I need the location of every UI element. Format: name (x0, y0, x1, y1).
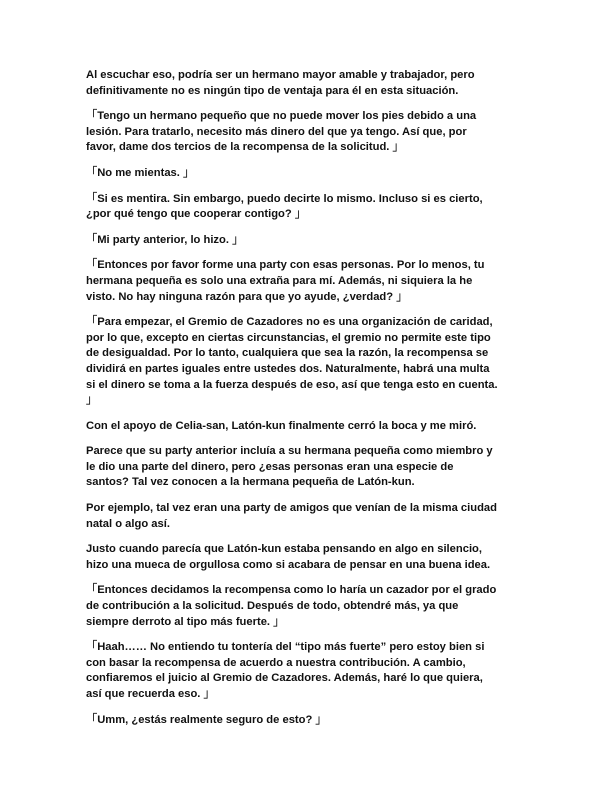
paragraph-6: 「Entonces por favor forme una party con esas personas. Por lo menos, tu hermana pequeña es solo una extraña para mí. Además, ni siquiera la he visto. No hay ninguna razón para que yo ayude, ¿verdad? 」 (86, 259, 485, 303)
paragraph-3: 「No me mientas. 」 (86, 166, 195, 179)
document-page (86, 68, 526, 738)
paragraph-7: 「Para empezar, el Gremio de Cazadores no es una organización de caridad, por lo que, excepto en ciertas circunstancias, el gremio no permite este tipo de desigualdad. Por lo tanto, cualquiera que sea la razón, la recompensa se dividirá en partes iguales entre ustedes dos. Naturalmente, habrá una multa si el dinero se toma a la fuerza después de eso, así que tenga esto en cuenta. 」 (86, 316, 498, 407)
paragraph-4: 「Si es mentira. Sin embargo, puedo decirte lo mismo. Incluso si es cierto, ¿por qué tengo que cooperar contigo? 」 (86, 192, 483, 221)
paragraph-11: Justo cuando parecía que Latón-kun estaba pensando en algo en silencio, hizo una mueca de orgullosa como si acabara de pensar en una buena idea. (86, 543, 491, 571)
paragraph-9: Parece que su party anterior incluía a su hermana pequeña como miembro y le dio una parte del dinero, pero ¿esas personas eran una especie de santos? Tal vez conocen a la hermana pequeña de Latón-kun. (86, 445, 493, 489)
paragraph-14: 「Umm, ¿estás realmente seguro de esto? 」 (86, 713, 327, 726)
paragraph-12: 「Entonces decidamos la recompensa como lo haría un cazador por el grado de contribución a la solicitud. Después de todo, obtendré más, ya que siempre derroto al tipo más fuerte. 」 (86, 584, 497, 628)
paragraph-2: 「Tengo un hermano pequeño que no puede mover los pies debido a una lesión. Para tratarlo, necesito más dinero del que ya tengo. Así que, por favor, dame dos tercios de la recompensa de la solicitud. 」 (86, 110, 477, 154)
paragraph-5: 「Mi party anterior, lo hizo. 」 (86, 233, 244, 246)
paragraph-1: Al escuchar eso, podría ser un hermano mayor amable y trabajador, pero definitivamente no es ningún tipo de ventaja para él en esta situación. (86, 69, 475, 97)
paragraph-13: 「Haah…… No entiendo tu tontería del “tipo más fuerte” pero estoy bien si con basar la recompensa de acuerdo a nuestra contribución. A cambio, confiaremos el juicio al Gremio de Cazadores. Además, haré lo que quiera, así que recuerda eso. 」 (86, 641, 485, 700)
paragraph-10: Por ejemplo, tal vez eran una party de amigos que venían de la misma ciudad natal o algo así. (86, 502, 497, 530)
paragraph-8: Con el apoyo de Celia-san, Latón-kun finalmente cerró la boca y me miró. (86, 419, 477, 432)
